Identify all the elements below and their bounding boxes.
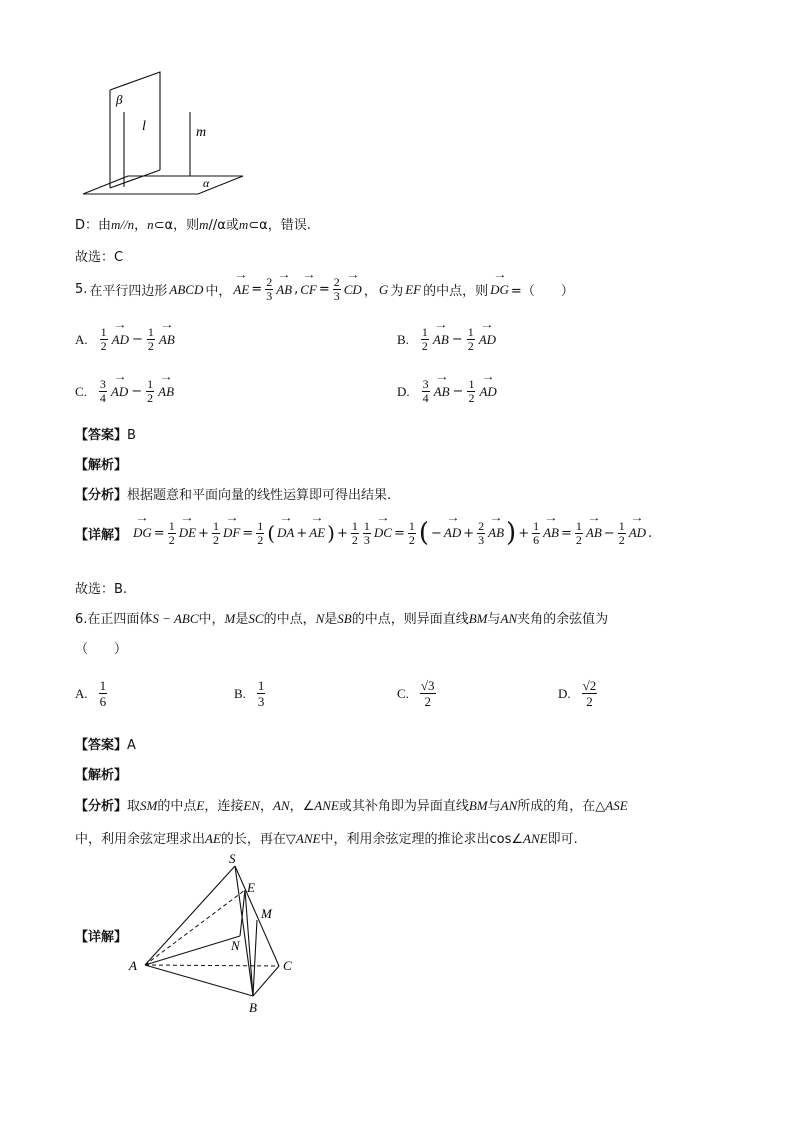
q6-fenxi-line1: 【分析】取SM的中点E，连接EN，AN，∠ANE或其补角即为异面直线BM与AN所成的角，在△ASE bbox=[75, 798, 628, 814]
q5-answer: 【答案】B bbox=[75, 428, 136, 443]
q5-option-d[interactable]: D. $\frac{3}{4}$ → AB − $\frac{1}{2}$ → AD bbox=[397, 378, 497, 405]
label-N: N bbox=[231, 938, 240, 953]
q5-jiexi: 【解析】 bbox=[75, 458, 128, 473]
q6-fenxi-line2: 中，利用余弦定理求出AE的长，再在▽ANE中，利用余弦定理的推论求出cos∠ANE即可. bbox=[75, 831, 578, 847]
q6-xiangjie: 【详解】 bbox=[75, 930, 128, 945]
q6-paren: （ ） bbox=[75, 642, 128, 657]
label-M: M bbox=[261, 906, 272, 921]
q6-answer: 【答案】A bbox=[75, 738, 136, 753]
q5-option-a[interactable]: A. $\frac{1}{2}$ → AD − $\frac{1}{2}$ → AB bbox=[75, 326, 175, 353]
label-B: B bbox=[249, 1000, 257, 1015]
label-A: A bbox=[129, 958, 137, 973]
q5-xiangjie: 【详解】 → DG = $\frac{1}{2}$ → DE + $\frac{1}{2}$ → DF = $\frac{1}{2}$ ( → DA + → AE ) + $\frac{1}{2}$ $\frac{1}{3}$ → DC = $\frac{1}{2}$ ( − → AD + $\frac{2}{3}$ → AB ) + $\frac{1}{6}$ → AB = $\frac{1}{2}$ → AB − $\frac{1}{2}$ → AD . bbox=[75, 518, 652, 548]
q5-stem: 5. 在平行四边形 ABCD 中， → AE = $\frac{2}{3}$ → AB , → CF = $\frac{2}{3}$ → CD ， G 为 EF 的中点，则 → DG =（ ） bbox=[75, 276, 574, 303]
plane-figure bbox=[78, 68, 248, 196]
option-d-explanation: D：由m//n，n⊂α，则m//α或m⊂α，错误. bbox=[75, 217, 311, 233]
label-C: C bbox=[283, 958, 292, 973]
q6-option-c[interactable]: C. $\frac{√3}{2}$ bbox=[397, 678, 435, 709]
q5-final-answer: 故选：B. bbox=[75, 582, 128, 597]
label-E: E bbox=[247, 880, 255, 895]
q6-option-a[interactable]: A. $\frac{1}{6}$ bbox=[75, 678, 107, 709]
label-l: l bbox=[142, 119, 146, 134]
label-S: S bbox=[229, 851, 236, 866]
q5-fenxi: 【分析】根据题意和平面向量的线性运算即可得出结果. bbox=[75, 488, 392, 503]
label-m: m bbox=[196, 125, 207, 140]
q6-stem: 6.在正四面体S − ABC中，M是SC的中点，N是SB的中点，则异面直线BM与AN夹角的余弦值为 bbox=[75, 611, 609, 627]
q5-option-c[interactable]: C. $\frac{3}{4}$ → AD − $\frac{1}{2}$ → AB bbox=[75, 378, 174, 405]
tetrahedron-figure bbox=[125, 850, 310, 1020]
label-beta: β bbox=[116, 92, 123, 107]
q6-option-b[interactable]: B. $\frac{1}{3}$ bbox=[234, 678, 265, 709]
q5-option-b[interactable]: B. $\frac{1}{2}$ → AB − $\frac{1}{2}$ → AD bbox=[397, 326, 496, 353]
q4-final-answer: 故选：C bbox=[75, 250, 124, 265]
q6-jiexi: 【解析】 bbox=[75, 768, 128, 783]
q6-option-d[interactable]: D. $\frac{√2}{2}$ bbox=[558, 678, 597, 709]
label-alpha: α bbox=[203, 176, 210, 190]
